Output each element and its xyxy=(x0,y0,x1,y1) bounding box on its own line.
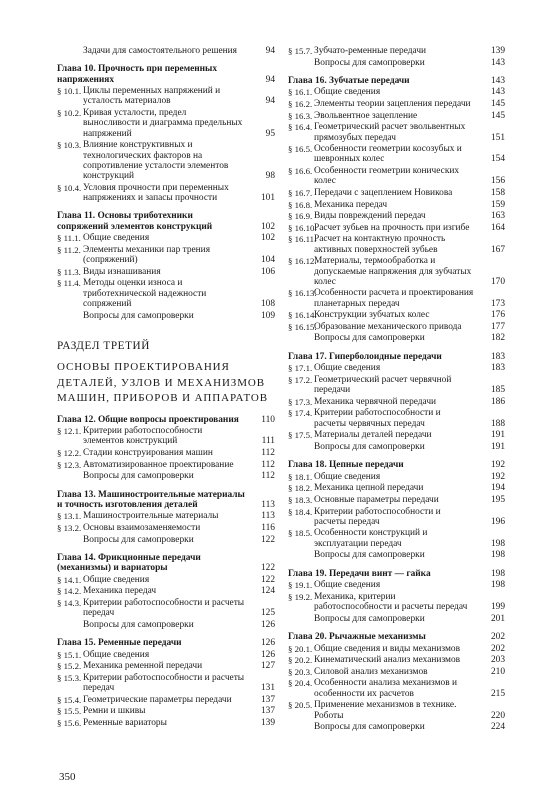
toc-entry xyxy=(288,310,505,320)
page-ref: 210 xyxy=(490,666,505,677)
toc-entry xyxy=(288,430,505,440)
entry-title: Методы оценки износа и триботехнической надежности сопряжений xyxy=(83,278,207,309)
page-ref: 112 xyxy=(261,459,275,470)
toc-entry xyxy=(288,322,505,332)
toc-entry xyxy=(288,472,505,482)
entry-title: Механика передач xyxy=(314,199,388,210)
section-number: § 10.1. xyxy=(57,86,82,97)
entry-title: Эвольвентное зацепление xyxy=(314,110,418,121)
page-ref: 198 xyxy=(490,568,505,579)
section-number: § 18.4. xyxy=(288,506,313,517)
entry-title: Критерии работоспособности и расчеты червячных передач xyxy=(314,408,441,429)
toc-entry xyxy=(57,673,275,694)
toc-entry xyxy=(57,278,275,309)
toc-entry xyxy=(288,200,505,210)
toc-entry xyxy=(288,211,505,221)
section-number: § 16.4. xyxy=(288,122,313,133)
part-heading: ОСНОВЫ ПРОЕКТИРОВАНИЯ ДЕТАЛЕЙ, УЗЛОВ И МЕХАНИЗМОВ МАШИН, ПРИБОРОВ И АППАРАТОВ xyxy=(57,361,268,405)
page-ref: 191 xyxy=(490,441,505,452)
toc-entry xyxy=(288,333,505,343)
page-ref: 113 xyxy=(261,499,275,510)
page-ref: 122 xyxy=(260,563,275,574)
page-ref: 188 xyxy=(490,418,505,429)
section-number: § 18.3. xyxy=(288,495,313,505)
entry-title: Вопросы для самопроверки xyxy=(314,57,425,68)
entry-title: Общие сведения xyxy=(83,649,150,660)
toc-entry xyxy=(57,586,275,596)
section-number: § 17.2. xyxy=(288,374,313,385)
toc-entry xyxy=(57,233,275,243)
section-number: § 12.3. xyxy=(57,459,82,470)
entry-title: Основные параметры передачи xyxy=(314,495,439,505)
entry-title: Вопросы для самопроверки xyxy=(83,534,194,545)
page-ref: 98 xyxy=(265,171,275,182)
page-ref: 177 xyxy=(490,321,505,332)
page-ref: 137 xyxy=(260,694,275,705)
section-number: § 20.4. xyxy=(288,678,313,689)
entry-title: Вопросы для самопроверки xyxy=(83,471,194,482)
page-ref: 182 xyxy=(490,333,505,344)
page-ref: 202 xyxy=(490,632,505,643)
section-number: § 16.14. xyxy=(288,310,317,321)
entry-title: Расчет зубьев на прочность при изгибе xyxy=(314,222,470,233)
toc-entry xyxy=(57,311,275,321)
toc-entry xyxy=(57,86,275,107)
section-number: § 17.5. xyxy=(288,430,313,441)
page-ref: 101 xyxy=(260,193,275,204)
chapter-heading xyxy=(57,64,275,85)
entry-title: Вопросы для самопроверки xyxy=(314,722,425,733)
section-number: § 17.3. xyxy=(288,396,313,407)
page-ref: 186 xyxy=(490,396,505,407)
chapter-title: Глава 10. Прочность при переменных напряжениях xyxy=(57,64,218,85)
chapter-title: Глава 16. Зубчатые передачи xyxy=(288,75,410,86)
page-ref: 110 xyxy=(261,414,275,425)
entry-title: Особенности геометрии конических колес xyxy=(314,166,460,187)
section-number: § 16.2. xyxy=(288,99,313,110)
page-ref: 95 xyxy=(265,128,275,139)
toc-entry xyxy=(288,495,505,505)
page-ref: 192 xyxy=(490,460,505,471)
entry-title: Вопросы для самопроверки xyxy=(314,613,425,624)
toc-entry xyxy=(57,245,275,266)
section-number: § 15.6. xyxy=(57,718,82,729)
section-number: § 19.1. xyxy=(288,580,313,591)
entry-title: Особенности расчета и проектирования планетарных передач xyxy=(314,288,474,309)
entry-title: Механика, критерии работоспособности и расчеты передач xyxy=(314,591,468,613)
chapter-heading xyxy=(288,569,505,579)
page-ref: 124 xyxy=(260,586,275,597)
section-number: § 14.2. xyxy=(57,586,82,597)
toc-entry xyxy=(288,678,505,699)
section-number: § 15.5. xyxy=(57,706,82,717)
page-number: 350 xyxy=(59,771,76,783)
toc-entry xyxy=(288,256,505,287)
chapter-heading xyxy=(57,415,275,425)
entry-title: Ременные вариаторы xyxy=(83,718,167,729)
entry-title: Влияние конструктивных и технологических факторов на сопротивление усталости элементов конструкций xyxy=(83,140,229,182)
toc-entry xyxy=(57,650,275,660)
entry-title: Машиностроительные материалы xyxy=(83,511,219,522)
section-number: § 10.2. xyxy=(57,108,82,119)
entry-title: Критерии работоспособности и расчеты передач xyxy=(83,598,245,619)
entry-title: Условия прочности при переменных напряжениях и запасы прочности xyxy=(83,182,229,204)
toc-entry xyxy=(57,620,275,630)
toc-entry xyxy=(57,108,275,139)
toc-entry xyxy=(57,535,275,545)
entry-title: Применение механизмов в технике. Роботы xyxy=(314,700,457,721)
toc-entry xyxy=(288,122,505,143)
section-number: § 15.7. xyxy=(288,46,313,56)
page-ref: 220 xyxy=(490,710,505,721)
toc-entry xyxy=(57,695,275,705)
chapter-title: Глава 18. Цепные передачи xyxy=(288,460,404,471)
section-number: § 16.13. xyxy=(288,288,317,299)
section-number: § 14.3. xyxy=(57,598,82,609)
chapter-heading xyxy=(288,76,505,86)
chapter-title: Глава 14. Фрикционные передачи (механизмы) и вариаторы xyxy=(57,552,201,574)
toc-entry xyxy=(288,550,505,560)
toc-entry xyxy=(288,166,505,187)
entry-title: Критерии работоспособности и расчеты передач xyxy=(83,672,245,694)
page-ref: 195 xyxy=(490,495,505,505)
section-number: § 16.1. xyxy=(288,87,313,98)
section-number: § 15.3. xyxy=(57,672,82,683)
section-number: § 10.3. xyxy=(57,140,82,151)
page-ref: 126 xyxy=(260,649,275,660)
page-ref: 191 xyxy=(490,430,505,441)
toc-entry xyxy=(288,722,505,732)
toc-entry xyxy=(288,111,505,121)
toc-entry xyxy=(288,87,505,97)
toc-entry xyxy=(288,58,505,68)
section-number: § 20.2. xyxy=(288,655,313,666)
section-number: § 18.5. xyxy=(288,528,313,539)
page-ref: 116 xyxy=(261,523,275,534)
section-number: § 16.9. xyxy=(288,211,313,222)
toc-entry xyxy=(57,426,275,447)
page-ref: 167 xyxy=(490,244,505,255)
entry-title: Общие сведения xyxy=(83,233,150,244)
page-ref: 127 xyxy=(260,661,275,672)
toc-entry xyxy=(57,448,275,458)
section-number: § 14.1. xyxy=(57,574,82,585)
page-ref: 163 xyxy=(490,211,505,222)
toc-entry xyxy=(288,442,505,452)
toc-entry xyxy=(288,397,505,407)
toc-entry xyxy=(57,471,275,481)
page-ref: 183 xyxy=(490,363,505,374)
chapter-heading xyxy=(57,638,275,648)
page-ref: 173 xyxy=(490,298,505,309)
chapter-title: Глава 13. Машиностроительные материалы и точность изготовления деталей xyxy=(57,489,245,510)
chapter-heading xyxy=(57,490,275,511)
entry-title: Циклы переменных напряжений и усталость материалов xyxy=(83,86,221,107)
entry-title: Основы взаимозаменяемости xyxy=(83,523,201,534)
page-ref: 176 xyxy=(490,310,505,321)
entry-title: Критерии работоспособности и расчеты передач xyxy=(314,506,441,527)
entry-title: Элементы теории зацепления передачи xyxy=(314,99,471,110)
toc-entry xyxy=(57,460,275,470)
page-ref: 94 xyxy=(265,96,275,107)
page-ref: 202 xyxy=(490,643,505,654)
toc-column-right xyxy=(288,46,505,734)
page-ref: 139 xyxy=(490,46,505,56)
section-number: § 12.2. xyxy=(57,448,82,459)
chapter-heading xyxy=(57,211,275,232)
page-ref: 106 xyxy=(260,266,275,277)
toc-entry xyxy=(288,580,505,590)
page-ref: 143 xyxy=(490,75,505,86)
toc-entry xyxy=(288,234,505,255)
section-number: § 11.3. xyxy=(57,266,81,277)
section-number: § 19.2. xyxy=(288,591,313,602)
toc-entry xyxy=(288,614,505,624)
section-number: § 17.1. xyxy=(288,363,313,374)
toc-entry xyxy=(57,718,275,728)
page-ref: 112 xyxy=(261,471,275,482)
section-number: § 16.3. xyxy=(288,110,313,121)
page-ref: 131 xyxy=(260,683,275,694)
section-number: § 16.10. xyxy=(288,222,317,233)
section-number: § 12.1. xyxy=(57,426,82,437)
page-ref: 125 xyxy=(260,608,275,619)
page-ref: 198 xyxy=(490,550,505,561)
entry-title: Вопросы для самопроверки xyxy=(83,619,194,630)
page-ref: 122 xyxy=(260,574,275,585)
entry-title: Элементы механики пар трения (сопряжений) xyxy=(83,244,211,266)
entry-title: Механика червячной передачи xyxy=(314,396,437,407)
part-title: РАЗДЕЛ ТРЕТИЙ xyxy=(57,339,150,352)
toc-entry xyxy=(288,363,505,373)
page-ref: 192 xyxy=(490,471,505,482)
entry-title: Механика передач xyxy=(83,586,157,597)
toc-entry xyxy=(288,667,505,677)
page-ref: 198 xyxy=(490,580,505,591)
toc-entry xyxy=(57,706,275,716)
chapter-title: Глава 17. Гиперболоидные передачи xyxy=(288,351,442,362)
entry-title: Вопросы для самопроверки xyxy=(83,310,194,321)
section-number: § 16.11. xyxy=(288,234,317,245)
chapter-title: Глава 19. Передачи винт — гайка xyxy=(288,568,431,579)
page-ref: 139 xyxy=(260,718,275,729)
toc-entry xyxy=(288,188,505,198)
entry-title: Общие сведения xyxy=(314,471,381,482)
entry-title: Виды повреждений передач xyxy=(314,211,426,222)
chapter-heading xyxy=(288,632,505,642)
page-ref: 224 xyxy=(490,722,505,733)
page-ref: 102 xyxy=(260,221,275,232)
toc-entry xyxy=(57,511,275,521)
toc-entry xyxy=(288,507,505,528)
entry-title: Общие сведения xyxy=(314,580,381,591)
chapter-title: Глава 11. Основы триботехники сопряжений элементов конструкций xyxy=(57,211,213,232)
toc-entry xyxy=(288,223,505,233)
chapter-heading xyxy=(288,352,505,362)
chapter-title: Глава 15. Ременные передачи xyxy=(57,638,182,649)
entry-title: Кинематический анализ механизмов xyxy=(314,655,461,666)
toc-entry xyxy=(288,46,505,56)
page-ref: 122 xyxy=(260,534,275,545)
entry-title: Стадии конструирования машин xyxy=(83,448,213,459)
entry-title: Ремни и шкивы xyxy=(83,706,146,717)
section-number: § 13.2. xyxy=(57,523,82,534)
entry-title: Виды изнашивания xyxy=(83,266,161,277)
toc-entry xyxy=(288,144,505,165)
section-number: § 17.4. xyxy=(288,408,313,419)
entry-title: Конструкции зубчатых колес xyxy=(314,310,430,321)
page-ref: 102 xyxy=(260,233,275,244)
entry-title: Вопросы для самопроверки xyxy=(314,441,425,452)
entry-title: Особенности конструкций и эксплуатации передач xyxy=(314,528,428,549)
page-ref: 164 xyxy=(490,222,505,233)
entry-title: Геометрический расчет эвольвентных прямозубых передач xyxy=(314,122,466,143)
toc-entry xyxy=(57,46,275,56)
entry-title: Общие сведения xyxy=(314,363,381,374)
page-ref: 183 xyxy=(490,351,505,362)
page-ref: 113 xyxy=(261,511,275,522)
page-ref: 170 xyxy=(490,276,505,287)
page-ref: 112 xyxy=(261,448,275,459)
entry-title: Критерии работоспособности элементов конструкций xyxy=(83,426,203,447)
entry-title: Силовой анализ механизмов xyxy=(314,666,428,677)
toc-entry xyxy=(288,288,505,309)
toc-entry xyxy=(288,700,505,721)
page-ref: 203 xyxy=(490,655,505,666)
entry-title: Передачи с зацеплением Новикова xyxy=(314,187,453,198)
section-number: § 16.12. xyxy=(288,256,317,267)
section-number: § 10.4. xyxy=(57,182,82,193)
section-number: § 16.5. xyxy=(288,144,313,155)
entry-title: Общие сведения xyxy=(314,87,381,98)
entry-title: Зубчато-ременные передачи xyxy=(314,46,427,56)
section-number: § 16.7. xyxy=(288,187,313,198)
entry-title: Общие сведения xyxy=(83,574,150,585)
entry-title: Вопросы для самопроверки xyxy=(314,333,425,344)
toc-entry xyxy=(57,575,275,585)
toc-entry xyxy=(288,99,505,109)
toc-entry xyxy=(57,267,275,277)
section-number: § 20.1. xyxy=(288,643,313,654)
page-ref: 194 xyxy=(490,483,505,494)
section-number: § 15.2. xyxy=(57,661,82,672)
section-number: § 11.1. xyxy=(57,233,81,244)
page-ref: 151 xyxy=(490,132,505,143)
section-number: § 16.8. xyxy=(288,199,313,210)
entry-title: Расчет на контактную прочность активных поверхностей зубьев xyxy=(314,234,446,255)
page-ref: 143 xyxy=(490,87,505,98)
page-ref: 185 xyxy=(490,385,505,396)
page-ref: 201 xyxy=(490,613,505,624)
toc-entry xyxy=(57,598,275,619)
entry-title: Особенности геометрии косозубых и шевронных колес xyxy=(314,144,462,165)
section-number: § 18.2. xyxy=(288,483,313,494)
page-ref: 154 xyxy=(490,154,505,165)
section-number: § 15.1. xyxy=(57,649,82,660)
entry-title: Материалы деталей передачи xyxy=(314,430,432,441)
page-ref: 158 xyxy=(490,187,505,198)
page-ref: 126 xyxy=(260,619,275,630)
chapter-title: Глава 12. Общие вопросы проектирования xyxy=(57,414,239,425)
page-ref: 137 xyxy=(260,706,275,717)
page-ref: 156 xyxy=(490,176,505,187)
entry-title: Геометрические параметры передачи xyxy=(83,694,232,705)
section-number: § 15.4. xyxy=(57,694,82,705)
page-ref: 143 xyxy=(490,57,505,68)
entry-title: Автоматизированное проектирование xyxy=(83,459,234,470)
page-ref: 199 xyxy=(490,602,505,613)
section-number: § 11.2. xyxy=(57,244,81,255)
section-number: § 11.4. xyxy=(57,278,81,289)
entry-title: Механика ременной передачи xyxy=(83,661,203,672)
section-number: § 16.6. xyxy=(288,166,313,177)
toc-entry xyxy=(57,523,275,533)
section-number: § 18.1. xyxy=(288,471,313,482)
toc-entry xyxy=(288,528,505,549)
entry-title: Механика цепной передачи xyxy=(314,483,424,494)
page-ref: 111 xyxy=(261,436,275,447)
section-number: § 20.5. xyxy=(288,700,313,711)
chapter-heading xyxy=(57,553,275,574)
page-ref: 145 xyxy=(490,99,505,110)
page-ref: 215 xyxy=(490,688,505,699)
page-ref: 108 xyxy=(260,298,275,309)
section-number: § 20.3. xyxy=(288,666,313,677)
page-ref: 145 xyxy=(490,110,505,121)
page-ref: 94 xyxy=(265,74,275,85)
section-number: § 16.15. xyxy=(288,321,317,332)
page-ref: 109 xyxy=(260,310,275,321)
toc-entry xyxy=(288,592,505,613)
page-ref: 94 xyxy=(265,46,275,56)
section-number: § 13.1. xyxy=(57,511,82,522)
chapter-title: Глава 20. Рычажные механизмы xyxy=(288,632,426,643)
chapter-heading xyxy=(288,460,505,470)
entry-title: Общие сведения и виды механизмов xyxy=(314,643,461,654)
toc-entry xyxy=(57,661,275,671)
entry-title: Особенности анализа механизмов и особенности их расчетов xyxy=(314,678,458,699)
page-ref: 196 xyxy=(490,516,505,527)
entry-title: Вопросы для самопроверки xyxy=(314,550,425,561)
toc-entry xyxy=(288,655,505,665)
toc-entry xyxy=(288,644,505,654)
toc-entry xyxy=(288,483,505,493)
entry-title: Геометрический расчет червячной передачи xyxy=(314,374,452,396)
entry-title: Образование механического привода xyxy=(314,321,462,332)
entry-title: Материалы, термообработка и допускаемые напряжения для зубчатых колес xyxy=(314,256,472,287)
toc-entry xyxy=(57,183,275,204)
page-ref: 126 xyxy=(260,638,275,649)
toc-entry xyxy=(288,375,505,396)
page-ref: 104 xyxy=(260,255,275,266)
toc-entry xyxy=(288,408,505,429)
page-ref: 198 xyxy=(490,538,505,549)
entry-title: Кривая усталости, предел выносливости и диаграмма предельных напряжений xyxy=(83,108,243,139)
toc-column-left xyxy=(57,46,275,730)
toc-entry xyxy=(57,140,275,181)
entry-title: Задачи для самостоятельного решения xyxy=(83,46,237,56)
page-ref: 159 xyxy=(490,199,505,210)
